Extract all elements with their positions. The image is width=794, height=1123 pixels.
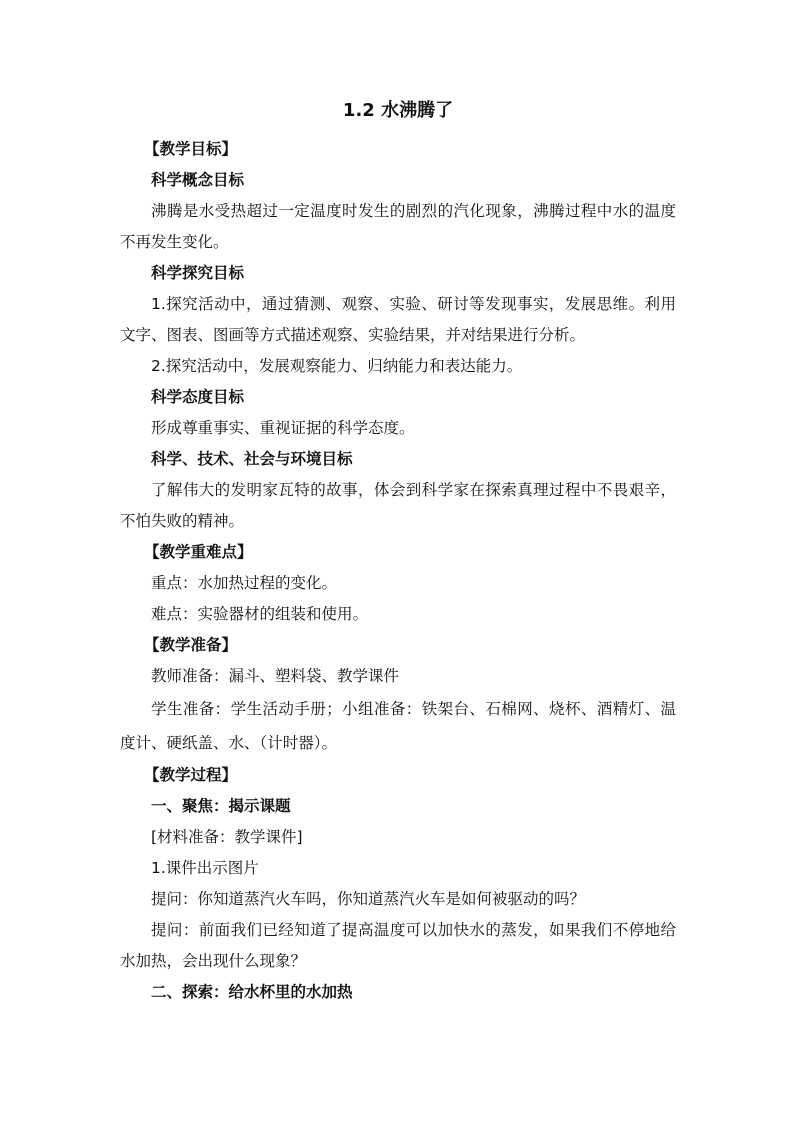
goals-heading: 【教学目标】: [144, 140, 238, 158]
concept-heading: 科学概念目标: [151, 171, 245, 189]
attitude-text: 形成尊重事实、重视证据的科学态度。: [151, 419, 415, 437]
sts-text: 了解伟大的发明家瓦特的故事，体会到科学家在探索真理过程中不畏艰辛，不怕失败的精神。: [120, 481, 676, 530]
document-page: [120, 98, 676, 1008]
document-title: 1.2 水沸腾了: [342, 100, 454, 121]
attitude-heading: 科学态度目标: [151, 388, 245, 406]
difficult-point: 难点：实验器材的组装和使用。: [151, 605, 369, 623]
material-note: [材料准备：教学课件]: [151, 828, 303, 846]
inquiry-heading: 科学探究目标: [151, 264, 245, 282]
inquiry-item-2: 2.探究活动中，发展观察能力、归纳能力和表达能力。: [151, 357, 523, 375]
step2-heading: 二、探索：给水杯里的水加热: [151, 983, 353, 1001]
student-preparation: 学生准备：学生活动手册；小组准备：铁架台、石棉网、烧杯、酒精灯、温度计、硬纸盖、水、（计时器）。: [120, 700, 676, 752]
process-heading: 【教学过程】: [144, 766, 238, 784]
teacher-preparation: 教师准备：漏斗、塑料袋、教学课件: [151, 667, 400, 685]
preparation-heading: 【教学准备】: [144, 636, 238, 654]
concept-text: 沸腾是水受热超过一定温度时发生的剧烈的汽化现象，沸腾过程中水的温度不再发生变化。: [120, 202, 676, 251]
step1-heading: 一、聚焦：揭示课题: [151, 797, 291, 815]
sts-heading: 科学、技术、社会与环境目标: [151, 450, 353, 468]
question-1: 提问：你知道蒸汽火车吗，你知道蒸汽火车是如何被驱动的吗？: [151, 890, 586, 908]
key-points-heading: 【教学重难点】: [144, 543, 253, 561]
key-point: 重点：水加热过程的变化。: [151, 574, 338, 592]
inquiry-item-1: 1.探究活动中，通过猜测、观察、实验、研讨等发现事实，发展思维。利用文字、图表、图画等方式描述观察、实验结果，并对结果进行分析。: [120, 295, 676, 344]
question-2: 提问：前面我们已经知道了提高温度可以加快水的蒸发，如果我们不停地给水加热，会出现什么现象？: [120, 921, 676, 970]
courseware-item: 1.课件出示图片: [151, 859, 259, 877]
